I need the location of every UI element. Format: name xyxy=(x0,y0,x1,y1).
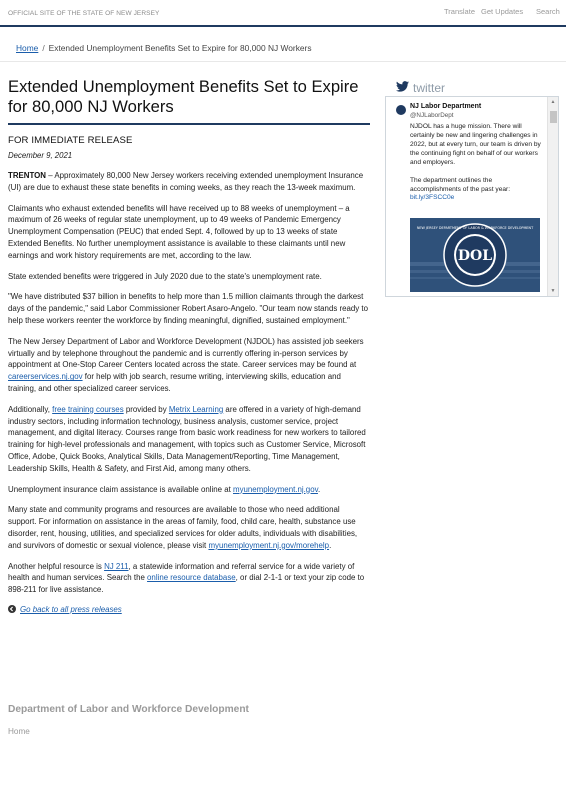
search-link[interactable]: Search xyxy=(536,7,560,16)
article-body xyxy=(8,170,370,614)
paragraph-9-text-b: , a statewide information and referral service for a wide variety of health and human services. Search the xyxy=(8,561,355,583)
top-bar xyxy=(0,0,566,27)
paragraph-8-text-b: . xyxy=(329,540,332,550)
paragraph-7-text-a: Unemployment insurance claim assistance is available online at xyxy=(8,484,233,494)
paragraph-8-text-a: Many state and community programs and resources are available to those who need additional support. For information on assistance in the areas of family, food, child care, health, substance use disorder, rent, housing, utilities, and specialized services for older adults, individuals with disabilities, and survivors of domestic or sexual violence, please visit xyxy=(8,505,358,550)
myunemployment-link[interactable]: myunemployment.nj.gov xyxy=(233,484,318,494)
footer-department-name: Department of Labor and Workforce Development xyxy=(8,704,249,715)
twitter-heading xyxy=(396,79,445,97)
breadcrumb-home-link[interactable]: Home xyxy=(16,43,39,53)
tweet-image[interactable] xyxy=(410,218,540,292)
release-label: FOR IMMEDIATE RELEASE xyxy=(8,135,133,146)
paragraph-3: State extended benefits were triggered in July 2020 due to the state's unemployment rate. xyxy=(8,271,322,281)
dateline: TRENTON xyxy=(8,171,46,180)
paragraph-7-text-b: . xyxy=(317,484,321,494)
twitter-bird-icon xyxy=(396,79,409,97)
seal-dol-text: DOL xyxy=(457,248,493,264)
paragraph-5 xyxy=(8,336,370,395)
seal-ring-text: NEW JERSEY DEPARTMENT OF LABOR & WORKFORCE DEVELOPMENT xyxy=(416,226,534,230)
twitter-feed[interactable] xyxy=(385,96,559,297)
translate-link[interactable]: Translate xyxy=(444,7,475,16)
twitter-feed-scrollbar[interactable] xyxy=(547,97,558,296)
scrollbar-thumb[interactable] xyxy=(550,111,557,123)
careerservices-link[interactable]: careerservices.nj.gov xyxy=(8,372,83,382)
morehelp-link[interactable]: myunemployment.nj.gov/morehelp xyxy=(208,540,330,550)
paragraph-6 xyxy=(8,404,370,475)
twitter-wordmark: twitter xyxy=(413,81,446,95)
paragraph-2: Claimants who exhaust extended benefits will have received up to 88 weeks of unemployment – a maximum of 26 weeks of regular state unemployment, up to 49 weeks of Pandemic Emergency Unemployment Compensation (PEUC) that ended Sept. 4, followed by up to 13 weeks of state Extended Benefits. No further unemployment assistance is available to these claimants until new earnings and work history requirements are met, according to the law. xyxy=(8,203,350,260)
paragraph-1-text: – Approximately 80,000 New Jersey workers receiving extended unemployment Insurance (UI) are due to exhaust these state benefits in coming weeks, as they reach the 13-week maximum. xyxy=(8,171,364,192)
paragraph-5-text-b: for help with job search, resume writing, interviewing skills, education and training, and other specialized career services. xyxy=(8,372,341,393)
paragraph-6-text-a: Additionally, xyxy=(8,404,53,414)
scroll-down-icon[interactable]: ▼ xyxy=(550,288,556,294)
footer-home-link[interactable]: Home xyxy=(8,727,30,736)
get-updates-link[interactable]: Get Updates xyxy=(481,7,524,16)
paragraph-8 xyxy=(8,504,370,551)
paragraph-1 xyxy=(8,170,370,194)
back-link-text[interactable]: Go back to all press releases xyxy=(20,604,122,614)
paragraph-6-text-c: are offered in a variety of high-demand industry sectors, including information technology, business analysis, customer service, project management, and digital literacy. Courses range from basic work readiness for new workers to tailored training for high-level professionals and management, with topics such as Customer Service, Microsoft Office, Adobe, Quick Books, Analytical Skills, Data Management/Reporting, Time Management, Leadership Skills, Health & Safety, and First Aid, among many others. xyxy=(8,404,366,473)
paragraph-6-text-b: provided by xyxy=(123,404,169,414)
arrow-left-circle-icon xyxy=(8,605,16,613)
breadcrumb-divider xyxy=(0,61,566,62)
paragraph-9 xyxy=(8,561,370,596)
back-to-press-releases[interactable] xyxy=(8,605,370,614)
title-divider xyxy=(8,123,370,125)
page-title: Extended Unemployment Benefits Set to Expire for 80,000 NJ Workers xyxy=(8,77,359,116)
official-site-label: OFFICIAL SITE OF THE STATE OF NEW JERSEY xyxy=(8,10,160,17)
metrix-learning-link[interactable]: Metrix Learning xyxy=(168,404,224,414)
scroll-up-icon[interactable]: ▲ xyxy=(550,99,556,105)
free-training-courses-link[interactable]: free training courses xyxy=(52,404,124,414)
paragraph-4-quote: "We have distributed $37 billion in benefits to help more than 1.5 million claimants through the darkest days of the pandemic," said Labor Commissioner Robert Asaro-Angelo. "Our team now stands ready to help these workers reenter the workforce by finding meaningful, dignified, sustained employment." xyxy=(8,292,368,325)
paragraph-9-text-a: Another helpful resource is xyxy=(8,561,105,571)
breadcrumb xyxy=(16,43,312,53)
breadcrumb-current: Extended Unemployment Benefits Set to Expire for 80,000 NJ Workers xyxy=(48,43,312,53)
paragraph-5-text-a: The New Jersey Department of Labor and Workforce Development (NJDOL) has assisted job seekers virtually and by telephone throughout the pandemic and is currently offering in-person services by appointment at One-Stop Career Centers located across the state. Career services may be found at xyxy=(8,336,364,370)
article xyxy=(8,77,370,614)
paragraph-9-text-c: , or dial 2-1-1 or text your zip code to 898-211 for live assistance. xyxy=(8,573,365,595)
tweet-link[interactable]: bit.ly/3FSCC0e xyxy=(410,194,455,201)
tweet-account-name[interactable]: NJ Labor Department xyxy=(410,103,482,110)
nj211-link[interactable]: NJ 211 xyxy=(104,561,129,571)
online-resource-database-link[interactable]: online resource database xyxy=(147,573,236,583)
tweet-text xyxy=(410,122,544,194)
paragraph-7 xyxy=(8,484,370,496)
tweet-handle[interactable]: @NJLaborDept xyxy=(410,112,454,119)
breadcrumb-separator: / xyxy=(42,43,45,53)
avatar[interactable] xyxy=(396,105,406,115)
tweet-text-1: NJDOL has a huge mission. There will certainly be new and lingering challenges in 2022, but at every turn, our team is driven by the continuing fight on behalf of our workers and employers. xyxy=(410,123,541,166)
tweet-text-2: The department outlines the accomplishments of the past year: xyxy=(410,177,511,193)
release-date: December 9, 2021 xyxy=(8,151,73,160)
